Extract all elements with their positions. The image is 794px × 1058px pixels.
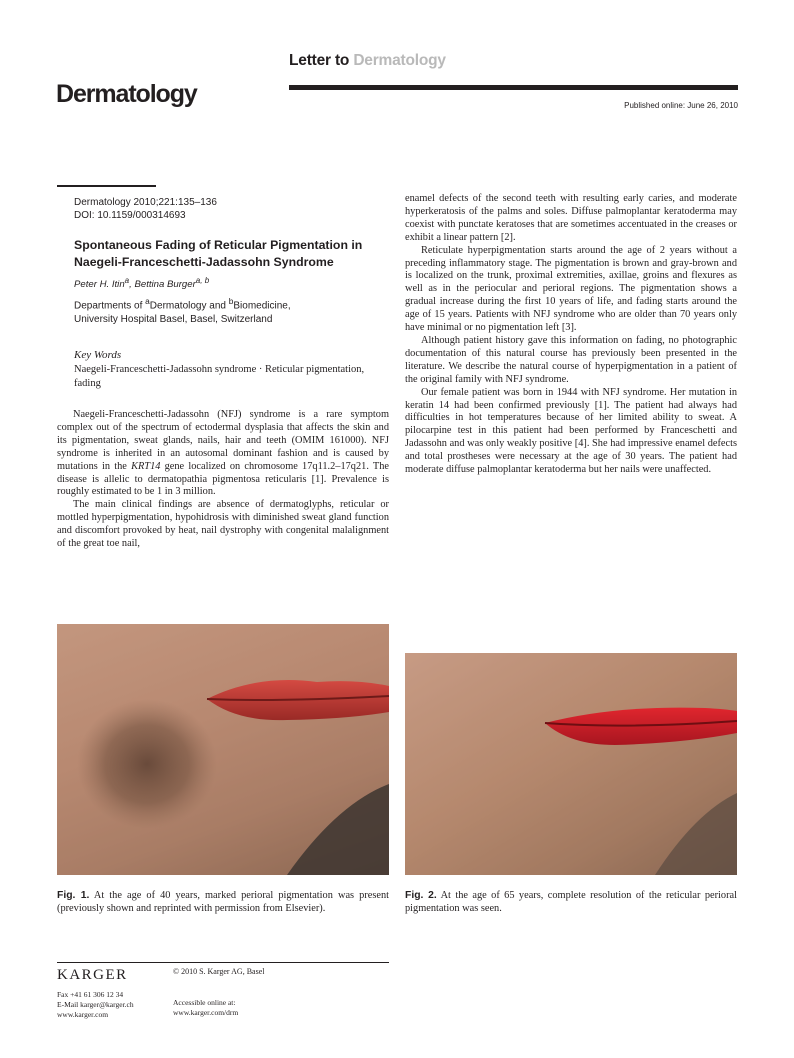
citation: Dermatology 2010;221:135–136 xyxy=(74,197,217,208)
figure-2-label: Fig. 2. xyxy=(405,890,437,901)
access-block xyxy=(173,998,238,1018)
header-rule xyxy=(289,85,738,90)
doi[interactable]: DOI: 10.1159/000314693 xyxy=(74,210,186,221)
figure-1-caption-text: At the age of 40 years, marked perioral pigmentation was present (previously shown and reprinted with permission from Elsevier). xyxy=(57,890,389,914)
website[interactable]: www.karger.com xyxy=(57,1010,109,1019)
author-1-sup: a xyxy=(124,276,130,285)
journal-logo: Dermatology xyxy=(56,80,197,108)
affil-sup-a: a xyxy=(145,296,150,306)
section-header xyxy=(289,52,446,70)
body-column-left xyxy=(57,409,389,551)
figure-2-drawing xyxy=(405,653,737,875)
article-title: Spontaneous Fading of Reticular Pigmentation in Naegeli-Franceschetti-Jadassohn Syndrome xyxy=(74,238,363,269)
author-1: Peter H. Itin xyxy=(74,279,125,291)
published-date: Published online: June 26, 2010 xyxy=(624,101,738,110)
figure-1-label: Fig. 1. xyxy=(57,890,90,901)
paragraph-3: Reticulate hyperpigmentation starts around the age of 2 years without a preceding inflammatory stage. The pigmentation is brown and gray-brown and is localized on the trunk, proximal extremities, axillae, groins and flexures as well as in the periocular and perioral regions. The pigmentation shows a gradual increase during the first 10 years of life, and fading starts around the age of 15 years. Patients with NFJ syndrome who are older than 70 years only have minimal or no pigmentation left [3]. xyxy=(405,244,737,334)
affil-part1: Departments of xyxy=(74,300,146,312)
figure-2-photo xyxy=(405,653,737,875)
keywords-heading: Key Words xyxy=(74,349,122,361)
p1-text-b: gene localized on chromosome 17q11.2–17q21. The disease is allelic to dermatopathia pigmentosa reticularis [1]. Prevalence is roughly estimated to be 1 in 3 million. xyxy=(57,460,389,498)
author-2: Bettina Burger xyxy=(134,279,196,291)
p1-text-a: Naegeli-Franceschetti-Jadassohn (NFJ) syndrome is a rare symptom complex out of the spectrum of ectodermal dysplasia that affects the skin and its pigmentation, sweat glands, nails, hair and teeth (OMIM 161000). NFJ syndrome is inherited in an autosomal dominant fashion and is caused by mutations in the xyxy=(57,409,389,472)
figure-1-photo xyxy=(57,624,389,875)
paragraph-2-cont: enamel defects of the second teeth with resulting early caries, and moderate hyperkeratosis of the palms and soles. Diffuse palmoplantar keratoderma may coexist with punctate keratoses that are sometimes accentuated in the creases or exhibit a linear pattern [2]. xyxy=(405,193,737,243)
email[interactable]: E-Mail karger@karger.ch xyxy=(57,1000,134,1009)
keywords-text: Naegeli-Franceschetti-Jadassohn syndrome · Reticular pigmentation, fading xyxy=(74,364,365,389)
affil-line2: University Hospital Basel, Basel, Switzerland xyxy=(74,314,273,326)
section-journal: Dermatology xyxy=(353,52,446,69)
citation-block xyxy=(74,196,217,222)
footer-rule xyxy=(57,962,389,963)
affil-part2: Dermatology and xyxy=(149,300,229,312)
meta-rule xyxy=(57,185,156,187)
authors xyxy=(74,276,209,290)
paragraph-4: Although patient history gave this information on fading, no photographic documentation of this natural course has previously been presented in the literature. We describe the natural course of hyperpigmentation in a patient of the original family with NFJ syndrome. xyxy=(405,334,737,385)
figure-2-caption xyxy=(405,890,737,916)
affil-part3: Biomedicine, xyxy=(233,300,291,312)
paragraph-1 xyxy=(57,409,389,499)
copyright: © 2010 S. Karger AG, Basel xyxy=(173,967,265,976)
access-label: Accessible online at: xyxy=(173,998,236,1007)
paragraph-5: Our female patient was born in 1944 with NFJ syndrome. Her mutation in keratin 14 had been confirmed previously [1]. The patient had always had difficulties in hot temperatures because of her limited ability to sweat. A pilocarpine test in this patient had been performed by Franceschetti and Jadassohn and was only weakly positive [4]. She had impressive enamel defects and total prostheses were necessary at the age of 30 years. The patient had moderate diffuse palmoplantar keratoderma but her nails were unaffected. xyxy=(405,386,737,476)
contact-block xyxy=(57,990,134,1020)
fax: Fax +41 61 306 12 34 xyxy=(57,990,124,999)
figure-1-caption xyxy=(57,890,389,916)
section-prefix: Letter to xyxy=(289,52,354,69)
body-column-right xyxy=(405,193,737,477)
gene-name: KRT14 xyxy=(131,460,161,472)
figure-2-caption-text: At the age of 65 years, complete resolution of the reticular perioral pigmentation was seen. xyxy=(405,890,737,914)
access-url[interactable]: www.karger.com/drm xyxy=(173,1008,239,1017)
author-2-sup: a, b xyxy=(195,276,210,285)
publisher-logo: KARGER xyxy=(57,967,128,983)
figure-1-drawing xyxy=(57,624,389,875)
author-sep: , xyxy=(129,279,135,291)
affiliation xyxy=(74,294,394,327)
paragraph-2: The main clinical findings are absence of dermatoglyphs, reticular or mottled hyperpigmentation, hypohidrosis with diminished sweat gland function and discomfort provoked by heat, nail dystrophy with congenital malalignment of the great toe nail, xyxy=(57,499,389,550)
affil-sup-b: b xyxy=(228,296,234,306)
